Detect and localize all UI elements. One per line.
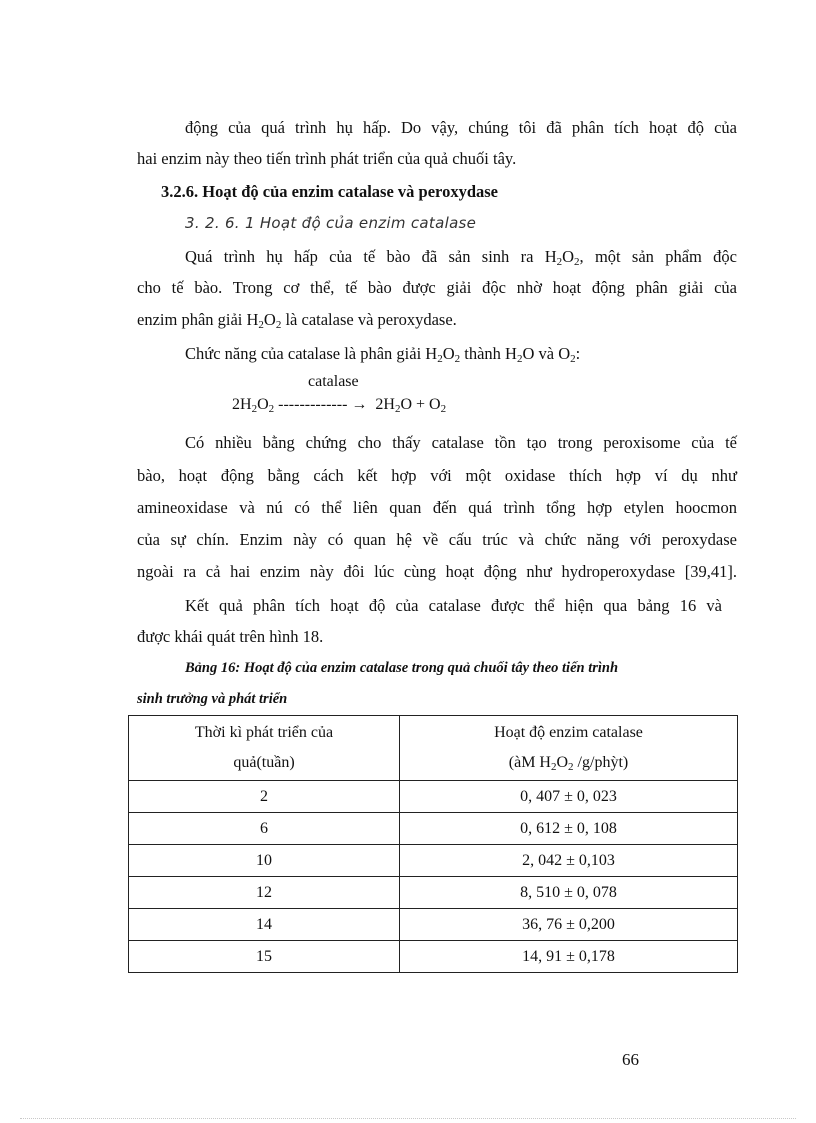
subsection-heading: 3. 2. 6. 1 Hoạt độ của enzim catalase [185, 214, 477, 232]
para2-line2: cho tế bào. Trong cơ thể, tế bào được giải độc nhờ hoạt động phân giải của [137, 278, 737, 297]
cell-value: 8, 510 ± 0, 078 [400, 877, 738, 909]
cell-week: 6 [129, 813, 400, 845]
cell-week: 12 [129, 877, 400, 909]
cell-week: 10 [129, 845, 400, 877]
cell-week: 15 [129, 941, 400, 973]
cell-week: 14 [129, 909, 400, 941]
para4-line1: Có nhiều bằng chứng cho thấy catalase tồn tạo trong peroxisome của tế [185, 433, 737, 452]
table-caption-line1: Bảng 16: Hoạt độ của enzim catalase trong quả chuối tây theo tiến trình [185, 660, 619, 676]
para4-line3: amineoxidase và nú có thể liên quan đến quá trình tổng hợp etylen hoocmon [137, 498, 737, 517]
cell-week: 2 [129, 781, 400, 813]
para2-line3: enzim phân giải $H_2O_2$ là catalase và peroxydase. [137, 310, 457, 331]
header-week: Thời kì phát triển của quả(tuần) [129, 716, 400, 781]
para1-line1: động của quá trình hụ hấp. Do vậy, chúng tôi đã phân tích hoạt độ của [185, 118, 737, 137]
reaction-arrow: ------------- → [278, 396, 368, 413]
para3-line: Chức năng của catalase là phân giải $H_2O_2$ thành $H_2O$ và $O_2$: [185, 344, 581, 365]
equation: $2H_2O_2$ ------------- → $2H_2O + O_2$ [232, 396, 447, 415]
table-row [129, 909, 738, 941]
equation-catalyst: catalase [308, 373, 359, 390]
cell-value: 2, 042 ± 0,103 [400, 845, 738, 877]
table-header-row [129, 716, 738, 781]
footer-divider [20, 1118, 796, 1119]
cell-value: 36, 76 ± 0,200 [400, 909, 738, 941]
table-row [129, 941, 738, 973]
table-row [129, 877, 738, 909]
page-number: 66 [622, 1050, 639, 1069]
para1-line2: hai enzim này theo tiến trình phát triển của quả chuối tây. [137, 149, 517, 168]
header-activity: Hoạt độ enzim catalase (àM $H_2O_2$ /g/phỳt) [400, 716, 738, 781]
para5-line1: Kết quả phân tích hoạt độ của catalase được thể hiện qua bảng 16 và [185, 596, 722, 615]
cell-value: 0, 612 ± 0, 108 [400, 813, 738, 845]
table-caption-line2: sinh trưởng và phát triển [137, 691, 288, 707]
para4-line5: ngoài ra cả hai enzim này đôi lúc cùng hoạt động như hydroperoxydase [39,41]. [137, 562, 737, 581]
table-row [129, 845, 738, 877]
para5-line2: được khái quát trên hình 18. [137, 627, 324, 646]
para4-line2: bào, hoạt động bằng cách kết hợp với một oxidase thích hợp ví dụ như [137, 466, 737, 485]
cell-value: 14, 91 ± 0,178 [400, 941, 738, 973]
catalase-table [128, 715, 738, 973]
cell-value: 0, 407 ± 0, 023 [400, 781, 738, 813]
table-row [129, 813, 738, 845]
table-row [129, 781, 738, 813]
para2-line1: Quá trình hụ hấp của tế bào đã sản sinh ra $H_2O_2$, một sản phẩm độc [185, 247, 737, 268]
para4-line4: của sự chín. Enzim này có quan hệ về cấu trúc và chức năng với peroxydase [137, 530, 737, 549]
section-heading: 3.2.6. Hoạt độ của enzim catalase và peroxydase [161, 182, 499, 201]
